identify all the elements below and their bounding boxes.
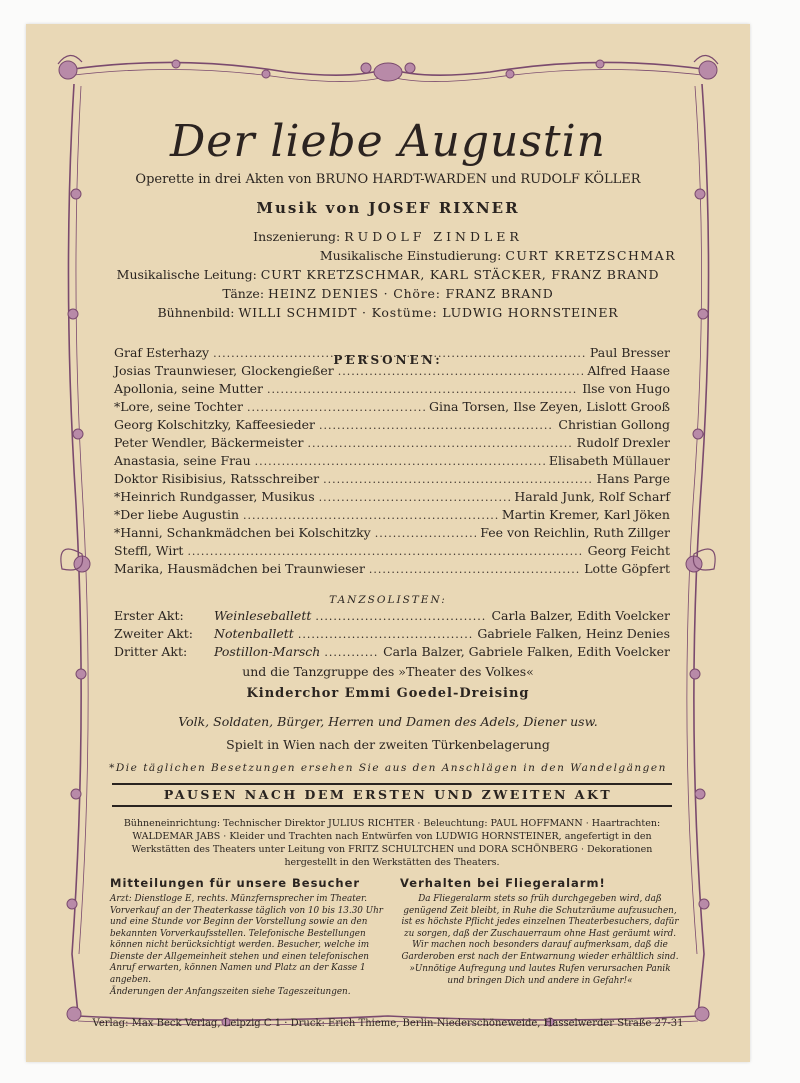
program-sheet <box>26 24 750 1062</box>
cast-row: Anastasia, seine Frau ..... Elisabeth Müllauer <box>114 450 670 468</box>
credit-taenze: Tänze: HEINZ DENIES · Chöre: FRANZ BRAND <box>222 286 554 301</box>
dance-act-row: Zweiter Akt: Notenballett ..... Gabriele Falken, Heinz Denies <box>114 624 670 641</box>
cast-row: Doktor Risibisius, Ratsschreiber ..... Hans Parge <box>114 468 670 486</box>
kinderchor-line: Kinderchor Emmi Goedel-Dreising <box>246 686 530 701</box>
visitor-notice-body: Arzt: Dienstloge E, rechts. Münzfernsprecher im Theater. Vorverkauf an der Theaterkasse täglich von 10 bis 13.30 Uhr und eine Stunde vor Beginn der Vorstellung sowie an den bekannten Vorverkaufsstellen. Telefonische Bestellungen können nicht berücksichtigt werden. Besucher, welche im Dienste der Allgemeinheit stehen und einen telefonischen Anruf erwarten, können Namen und Platz an der Kasse 1 angeben. <box>110 894 383 985</box>
air-raid-body: Da Fliegeralarm stets so früh durchgegeben wird, daß genügend Zeit bleibt, in Ruhe die Schutzräume aufzusuchen, ist es höchste Pflicht jedes einzelnen Theaterbesuchers, dafür zu sorgen, daß der Zuschauerraum ohne Hast geräumt wird. Wir machen noch besonders darauf aufmerksam, daß die Garderoben erst nach der Entwarnung wieder erhältlich sind. <box>401 894 679 962</box>
music-credit: Musik von JOSEF RIXNER <box>256 199 520 217</box>
credit-einstudierung: Musikalische Einstudierung: CURT KRETZSCHMAR <box>319 248 677 263</box>
dance-act-row: Dritter Akt: Postillon-Marsch ..... Carla Balzer, Gabriele Falken, Edith Voelcker <box>114 642 670 659</box>
cast-row: *Der liebe Augustin ..... Martin Kremer, Karl Jöken <box>114 504 670 522</box>
ensemble-line: Volk, Soldaten, Bürger, Herren und Damen des Adels, Diener usw. <box>178 714 598 729</box>
air-raid-notice <box>400 876 680 987</box>
air-raid-warning: »Unnötige Aufregung und lautes Rufen verursachen Panik und bringen Dich und andere in Gefahr!« <box>409 964 671 986</box>
cast-row: Josias Traunwieser, Glockengießer ..... Alfred Haase <box>114 360 670 378</box>
play-title: Der liebe Augustin <box>170 116 606 167</box>
tanzgruppe-line: und die Tanzgruppe des »Theater des Volkes« <box>242 664 534 679</box>
pausen-notice: PAUSEN NACH DEM ERSTEN UND ZWEITEN AKT <box>163 787 613 802</box>
credit-inszenierung: Inszenierung: RUDOLF ZINDLER <box>253 229 523 244</box>
cast-row: *Hanni, Schankmädchen bei Kolschitzky ..... Fee von Reichlin, Ruth Zillger <box>114 522 670 540</box>
cast-note: *Die täglichen Besetzungen ersehen Sie aus den Anschlägen in den Wandelgängen <box>109 762 667 774</box>
cast-row: *Heinrich Rundgasser, Musikus ..... Harald Junk, Rolf Scharf <box>114 486 670 504</box>
subtitle: Operette in drei Akten von BRUNO HARDT-WARDEN und RUDOLF KÖLLER <box>135 172 641 187</box>
divider <box>112 805 672 807</box>
visitor-notice <box>110 876 390 999</box>
cast-row: Georg Kolschitzky, Kaffeesieder ..... Christian Gollong <box>114 414 670 432</box>
cast-row: *Lore, seine Tochter ..... Gina Torsen, Ilse Zeyen, Lislott Grooß <box>114 396 670 414</box>
cast-row: Marika, Hausmädchen bei Traunwieser ..... Lotte Göpfert <box>114 558 670 576</box>
credit-buehnenbild: Bühnenbild: WILLI SCHMIDT · Kostüme: LUDWIG HORNSTEINER <box>157 305 619 320</box>
air-raid-heading: Verhalten bei Fliegeralarm! <box>400 876 606 890</box>
credit-leitung: Musikalische Leitung: CURT KRETZSCHMAR, KARL STÄCKER, FRANZ BRAND <box>116 267 660 282</box>
tanzsolisten-heading: TANZSOLISTEN: <box>329 594 447 606</box>
dance-act-row: Erster Akt: Weinleseballett ..... Carla Balzer, Edith Voelcker <box>114 606 670 623</box>
technical-credits: Bühneneinrichtung: Technischer Direktor JULIUS RICHTER · Beleuchtung: PAUL HOFFMANN · Haartrachten: WALDEMAR JABS · Kleider und Trachten nach Entwürfen von LUDWIG HORNSTEINER, angefertigt in den Werkstätten des Theaters unter Leitung von FRITZ SCHULTCHEN und DORA SCHÖNBERG · Dekorationen hergestellt in den Werkstätten des Theaters. <box>123 818 661 868</box>
cast-row: Graf Esterhazy ..... Paul Bresser <box>114 342 670 360</box>
personen-heading: PERSONEN: <box>333 353 443 367</box>
cast-row: Peter Wendler, Bäckermeister ..... Rudolf Drexler <box>114 432 670 450</box>
setting-line: Spielt in Wien nach der zweiten Türkenbelagerung <box>226 737 550 752</box>
visitor-notice-footer: Änderungen der Anfangszeiten siehe Tageszeitungen. <box>110 987 351 997</box>
cast-row: Steffl, Wirt ..... Georg Feicht <box>114 540 670 558</box>
divider <box>112 783 672 785</box>
cast-row: Apollonia, seine Mutter ..... Ilse von Hugo <box>114 378 670 396</box>
visitor-notice-heading: Mitteilungen für unsere Besucher <box>110 876 361 890</box>
publisher-line: Verlag: Max Beck Verlag, Leipzig C 1 · Druck: Erich Thieme, Berlin-Niederschöneweide, Hasselwerder Straße 27-31 <box>92 1018 684 1029</box>
